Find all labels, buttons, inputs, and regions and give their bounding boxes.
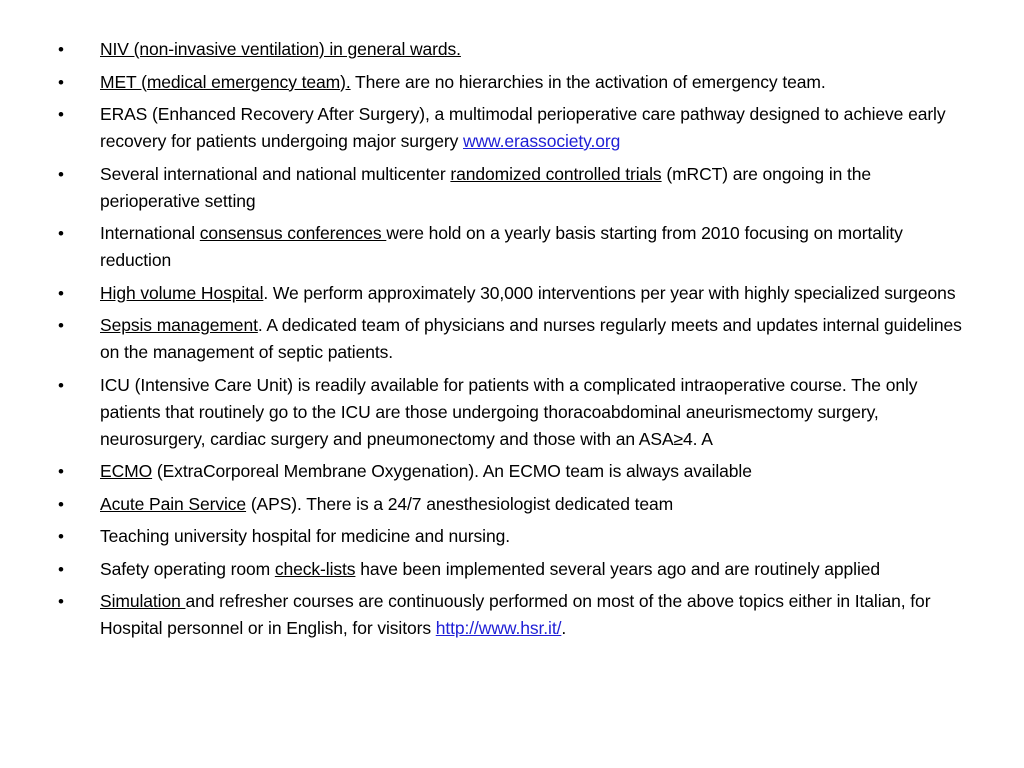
bullet-dot-icon: • — [58, 316, 64, 335]
underlined-text: check-lists — [274, 558, 356, 579]
underlined-text: randomized controlled trials — [450, 163, 662, 184]
body-text: were hold on a yearly basis starting from 2010 focusing on mortality reduction — [100, 223, 903, 270]
bullet-dot-icon: • — [58, 164, 64, 184]
hyperlink[interactable]: www.erassociety.org — [462, 131, 621, 151]
body-text: have been implemented several years ago and are routinely applied — [355, 558, 881, 579]
bullet-dot-icon: • — [58, 527, 64, 546]
bullet-item — [58, 161, 968, 215]
bullet-dot-icon: • — [58, 224, 64, 243]
bullet-dot-icon: • — [58, 283, 64, 303]
bullet-dot-icon: • — [58, 592, 64, 611]
bullet-dot-icon: • — [58, 494, 64, 514]
underlined-text: Acute Pain Service — [100, 493, 247, 514]
body-text: and refresher courses are continuously performed on most of the above topics either in Italian, for Hospital personnel or in English, for visitors — [100, 591, 931, 638]
body-text: Teaching university hospital for medicine and nursing. — [100, 526, 510, 546]
bullet-dot-icon: • — [58, 105, 64, 124]
body-text: ICU (Intensive Care Unit) is readily available for patients with a complicated intraoperative course. The only patients that routinely go to the ICU are those undergoing thoracoabdominal aneurismectomy surgery, neurosurgery, cardiac surgery and pneumonectomy and those with an ASA≥4. A — [100, 374, 918, 449]
underlined-text: Simulation — [100, 591, 186, 611]
bullet-dot-icon: • — [58, 559, 64, 579]
bullet-item — [58, 36, 968, 63]
body-text: International — [100, 223, 200, 243]
underlined-text: NIV (non-invasive ventilation) in general wards. — [100, 39, 461, 59]
bullet-dot-icon: • — [58, 375, 64, 395]
underlined-text: MET (medical emergency team). — [100, 71, 351, 92]
bullet-item — [58, 69, 968, 96]
hyperlink[interactable]: http://www.hsr.it/ — [435, 618, 562, 638]
bullet-item — [58, 372, 968, 453]
bullet-dot-icon: • — [58, 462, 64, 481]
body-text: . A dedicated team of physicians and nurses regularly meets and updates internal guidelines on the management of septic patients. — [100, 315, 962, 362]
body-text: . — [561, 618, 567, 638]
bullet-item — [58, 458, 968, 485]
body-text: (APS). There is a 24/7 anesthesiologist dedicated team — [246, 493, 674, 514]
body-text: Several international and national multicenter — [100, 163, 451, 184]
underlined-text: Sepsis management — [100, 315, 258, 335]
bullet-item — [58, 588, 968, 642]
body-text: Safety operating room — [100, 558, 275, 579]
bullet-dot-icon: • — [58, 40, 64, 59]
bullet-item — [58, 523, 968, 550]
bullet-item — [58, 220, 968, 274]
bullet-list — [58, 36, 968, 648]
body-text: (ExtraCorporeal Membrane Oxygenation). An ECMO team is always available — [152, 461, 752, 481]
bullet-item — [58, 280, 968, 307]
bullet-item — [58, 556, 968, 583]
underlined-text: consensus conferences — [199, 223, 387, 243]
bullet-item — [58, 101, 968, 155]
body-text: ERAS (Enhanced Recovery After Surgery), a multimodal perioperative care pathway designed to achieve early recovery for patients undergoing major surgery — [100, 104, 946, 151]
bullet-dot-icon: • — [58, 72, 64, 92]
underlined-text: High volume Hospital — [100, 282, 264, 303]
bullet-item — [58, 312, 968, 366]
body-text: (mRCT) are ongoing in the perioperative setting — [100, 163, 872, 211]
bullet-item — [58, 491, 968, 518]
body-text: There are no hierarchies in the activation of emergency team. — [350, 71, 826, 92]
body-text: . We perform approximately 30,000 interventions per year with highly specialized surgeons — [263, 282, 956, 303]
underlined-text: ECMO — [100, 461, 153, 481]
